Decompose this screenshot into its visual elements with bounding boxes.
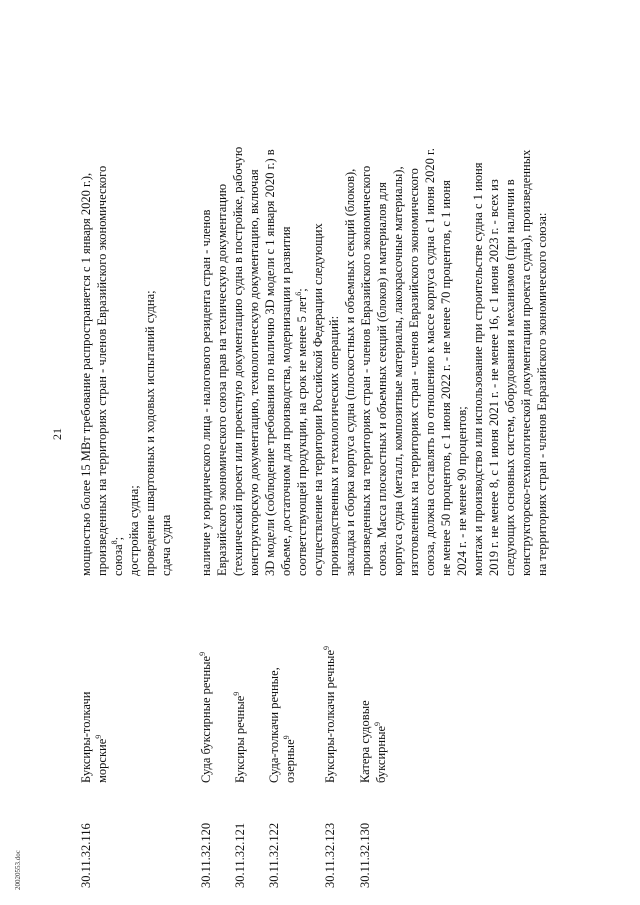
row-name: Буксиры речные$^9$ [231,691,247,783]
row-code: 30.11.32.122 [267,822,281,888]
row-name: Суда буксирные речные$^9$ [197,651,213,783]
req-line: союза. Масса плоскостных и объемных секций (блоков) и материалов для [375,182,389,576]
req-line: производственных и технологических операций: [327,315,341,576]
req-line: не менее 50 процентов, с 1 июня 2022 г. - не менее 70 процентов, с 1 июня [439,180,453,576]
req-line: 3D модели (соблюдение требования по наличию 3D модели с 1 января 2020 г.) в [263,149,277,576]
req-line: конструкторско-технологической документации проекта судна), произведенных [519,149,533,576]
req-line: объеме, достаточном для производства, модернизации и развития [279,226,293,576]
req-line: закладка и сборка корпуса судна (плоскостных и объемных секций (блоков), [343,168,357,576]
row-code: 30.11.32.120 [199,822,213,888]
req-line: мощностью более 15 МВт требование распространяется с 1 января 2020 г.), [79,172,93,576]
req-line: Евразийского экономического союза прав на техническую документацию [215,183,229,576]
req-line: корпуса судна (металл, композитные материалы, лакокрасочные материалы), [391,166,405,576]
document-code: 20020553.doc [14,850,22,890]
req-line: 2019 г. не менее 8, с 1 июня 2021 г. - не менее 16, с 1 июня 2023 г. - всех из [487,179,501,576]
req-line: на территориях стран - членов Евразийского экономического союза: [535,212,549,576]
page-number: 21 [50,428,64,440]
row-name: Катера судовые буксирные$^9$ [358,700,388,783]
req-line: соответствующей продукции, на срок не менее 5 лет$^6$; [293,288,309,576]
req-line: 2024 г. - не менее 90 процентов; [455,406,469,576]
row-name: Буксиры-толкачи морские$^9$ [79,691,109,783]
req-line: (технический проект или проектную документацию судна в постройке, рабочую [231,146,245,576]
rotated-table [70,68,590,888]
row-code: 30.11.32.121 [233,822,247,888]
req-line: конструкторскую документацию, технологическую документацию, включая [247,169,261,576]
row-code: 30.11.32.116 [79,823,93,888]
row-requirements [198,68,550,576]
req-line: изготовленных на территориях стран - членов Евразийского экономического [407,168,421,576]
req-line: сдача судна [159,514,173,576]
req-line: следующих основных систем, оборудования и механизмов (при наличии в [503,179,517,576]
req-line: осуществление на территории Российской Федерации следующих [311,223,325,576]
row-name: Буксиры-толкачи речные$^9$ [321,646,337,783]
req-line: достройка судна; [127,485,141,576]
req-line: произведенных на территориях стран - членов Евразийского экономического [95,165,109,576]
row-requirements [78,68,174,576]
req-line: проведение швартовных и ходовых испытаний судна; [143,290,157,576]
req-line: союза, должна составлять по отношению к массе корпуса судна с 1 июня 2020 г. [423,148,437,576]
req-line: монтаж и производство или использование при строительстве судна с 1 июня [471,162,485,576]
row-code: 30.11.32.130 [358,822,372,888]
req-line: произведенных на территориях стран - членов Евразийского экономического [359,165,373,576]
row-name: Суда-толкачи речные, озерные$^9$ [267,667,297,783]
row-code: 30.11.32.123 [323,822,337,888]
req-line: союза$^8$; [109,536,125,576]
req-line: наличие у юридического лица - налогового резидента стран - членов [199,209,213,576]
